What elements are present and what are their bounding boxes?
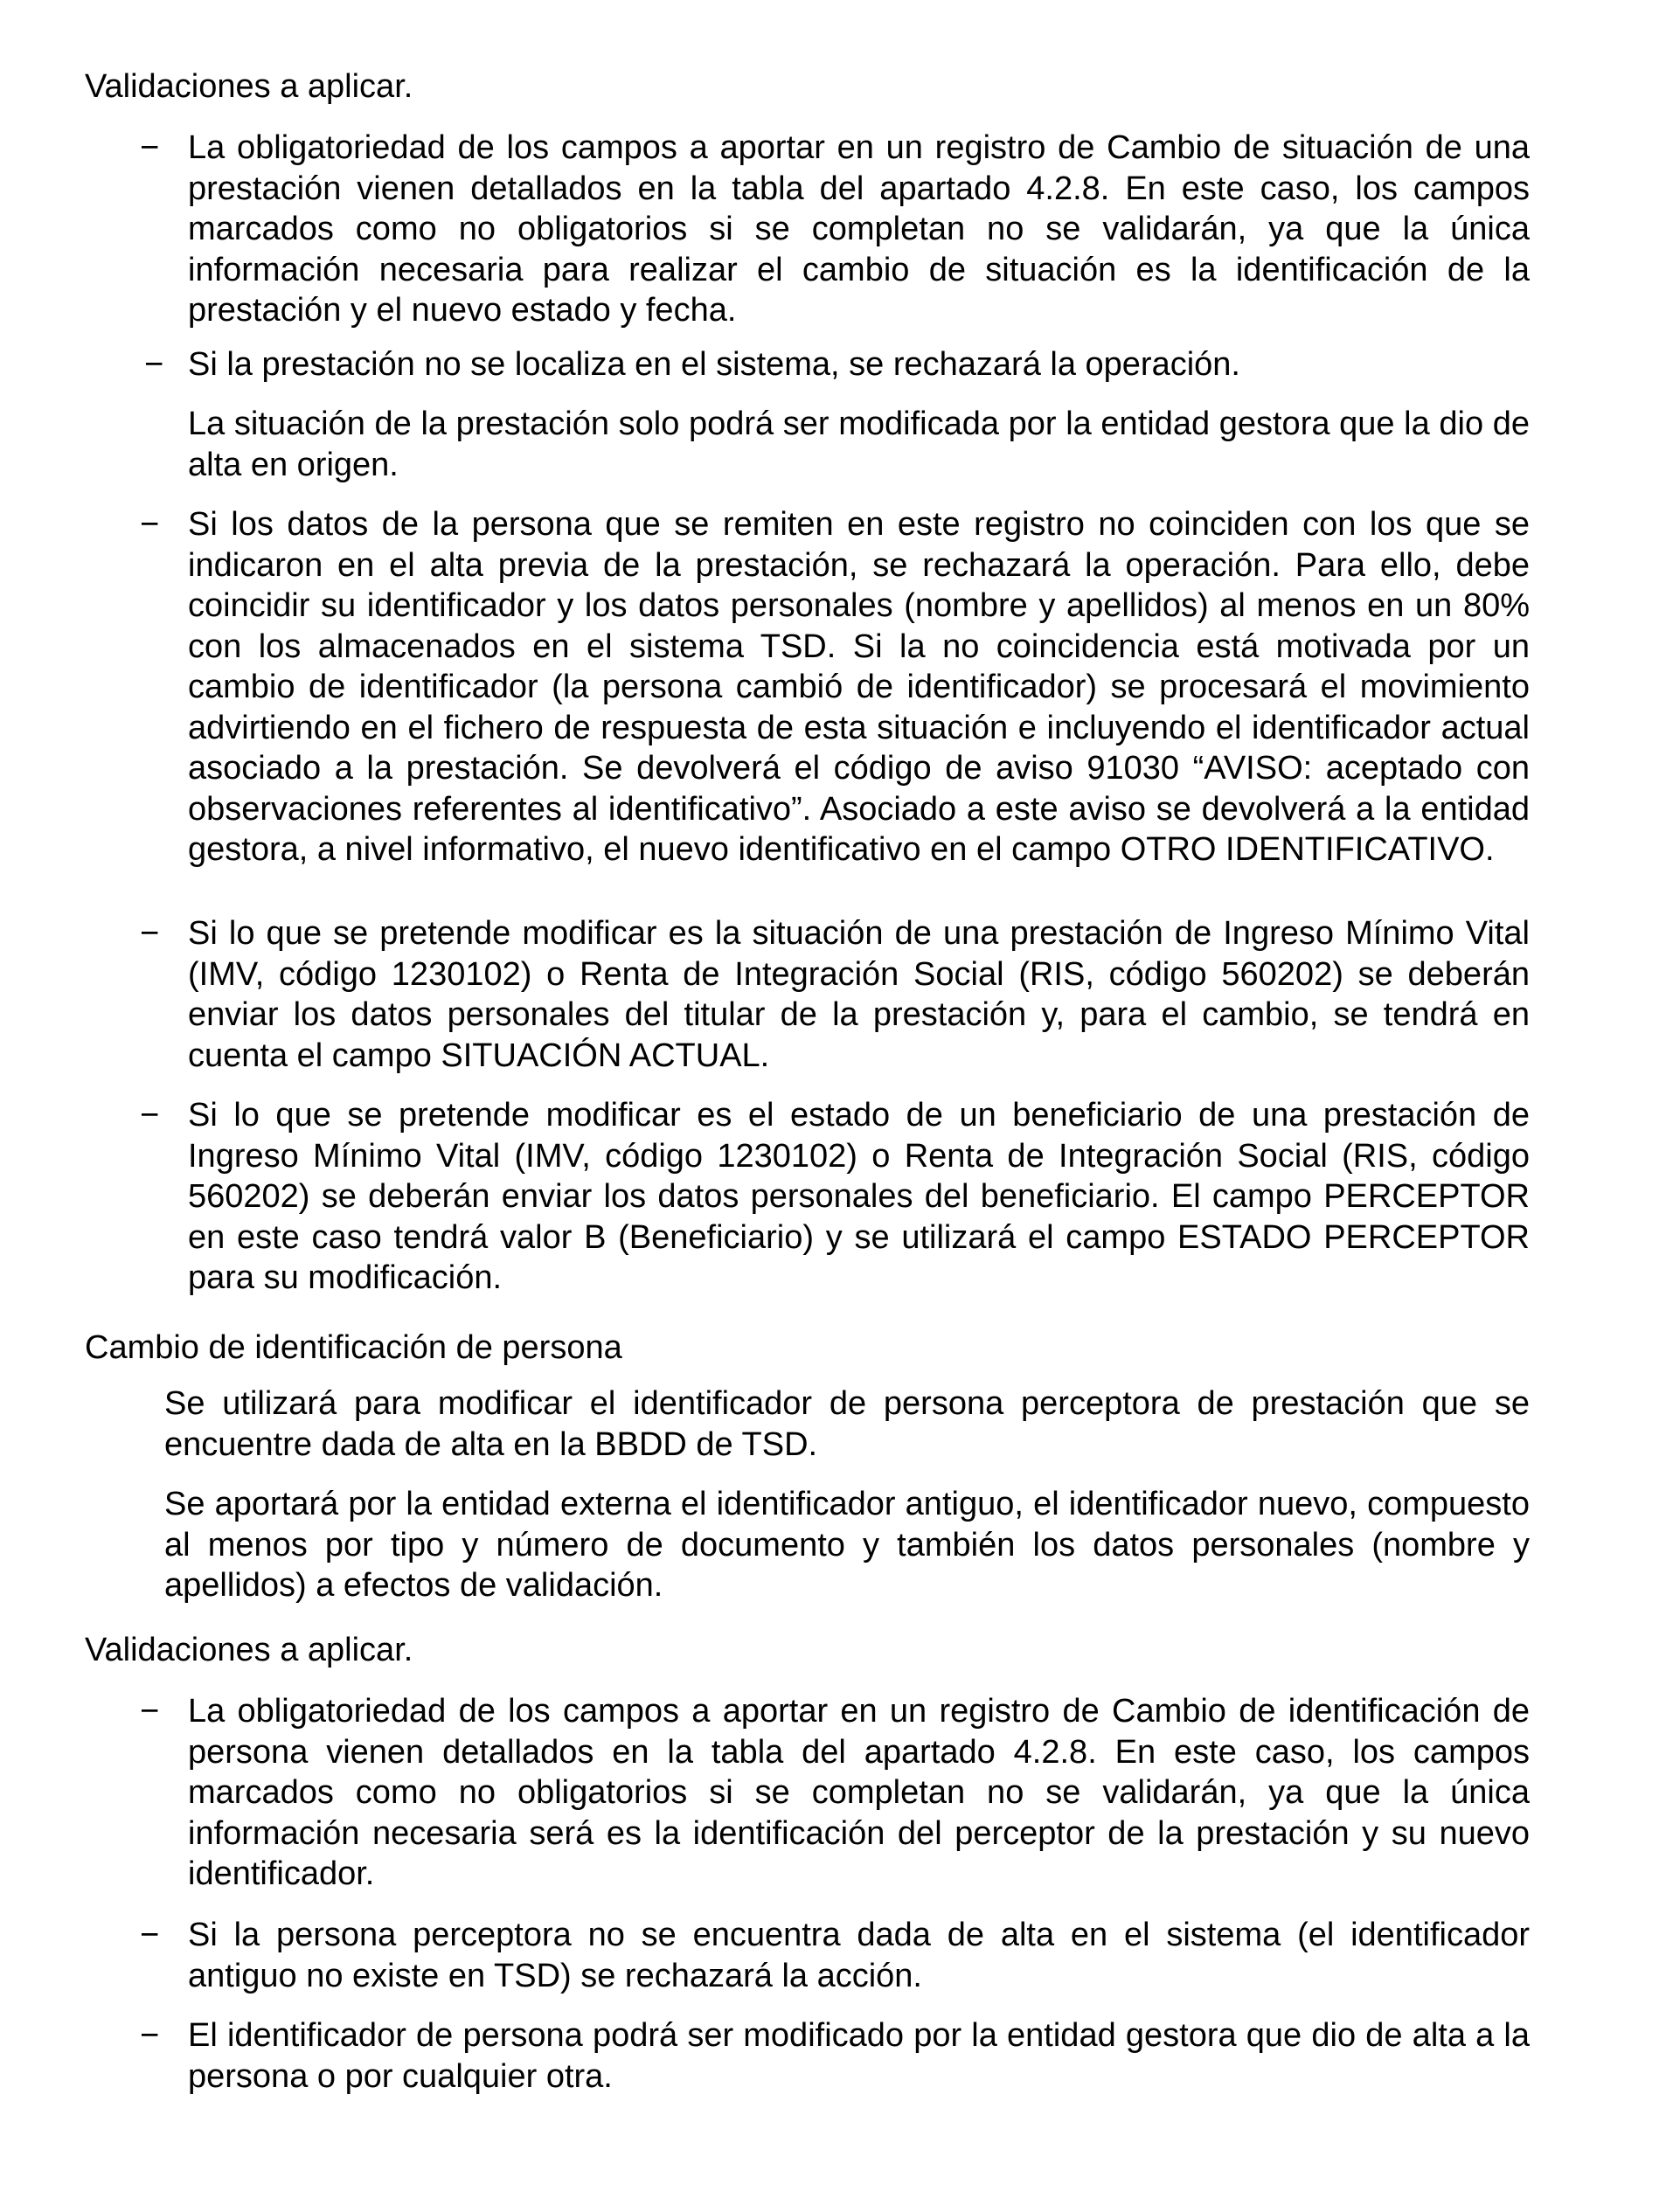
section-paragraph: Se utilizará para modificar el identificador de persona perceptora de prestación que se encuentre dada de alta en la BBDD de TSD. — [164, 1385, 1530, 1463]
list-item-text: El identificador de persona podrá ser modificado por la entidad gestora que dio de alta a la persona o por cualquier otra. — [188, 2017, 1530, 2095]
dash-bullet: − — [140, 129, 160, 166]
list-item-text: Si la prestación no se localiza en el sistema, se rechazará la operación. — [188, 346, 1240, 383]
list-item-text: La obligatoriedad de los campos a aportar en un registro de Cambio de situación de una prestación vienen detallados en la tabla del apartado 4.2.8. En este caso, los campos marcados como no obligatorios si se completan no se validarán, ya que la única información necesaria para realizar el cambio de situación es la identificación de la prestación y el nuevo estado y fecha. — [188, 129, 1530, 329]
section-heading-validaciones-2: Validaciones a aplicar. — [85, 1632, 413, 1668]
dash-bullet: − — [140, 1917, 160, 1953]
list-item-text: Si lo que se pretende modificar es la situación de una prestación de Ingreso Mínimo Vital (IMV, código 1230102) o Renta de Integración Social (RIS, código 560202) se deberán enviar los datos personales del titular de la prestación y, para el cambio, se tendrá en cuenta el campo SITUACIÓN ACTUAL. — [188, 915, 1530, 1074]
section-paragraph: Se aportará por la entidad externa el identificador antiguo, el identificador nuevo, compuesto al menos por tipo y número de documento y también los datos personales (nombre y apellidos) a efectos de validación. — [164, 1486, 1530, 1604]
list-item-text: La obligatoriedad de los campos a aportar en un registro de Cambio de identificación de persona vienen detallados en la tabla del apartado 4.2.8. En este caso, los campos marcados como no obligatorios si se completan no se validarán, ya que la única información necesaria será es la identificación del perceptor de la prestación y su nuevo identificador. — [188, 1693, 1530, 1892]
dash-bullet: − — [140, 1693, 160, 1730]
note-paragraph: La situación de la prestación solo podrá ser modificada por la entidad gestora que la dio de alta en origen. — [188, 406, 1530, 483]
section-heading-validaciones-1: Validaciones a aplicar. — [85, 68, 413, 105]
dash-bullet: − — [144, 346, 164, 383]
dash-bullet: − — [140, 1097, 160, 1134]
list-item-text: Si los datos de la persona que se remiten en este registro no coinciden con los que se indicaron en el alta previa de la prestación, se rechazará la operación. Para ello, debe coincidir su identificador y los datos personales (nombre y apellidos) al menos en un 80% con los almacenados en el sistema TSD. Si la no coincidencia está motivada por un cambio de identificador (la persona cambió de identificador) se procesará el movimiento advirtiendo en el fichero de respuesta de esta situación e incluyendo el identificador actual asociado a la prestación. Se devolverá el código de aviso 91030 “AVISO: aceptado con observaciones referentes al identificativo”. Asociado a este aviso se devolverá a la entidad gestora, a nivel informativo, el nuevo identificativo en el campo OTRO IDENTIFICATIVO. — [188, 506, 1530, 868]
list-item-text: Si la persona perceptora no se encuentra dada de alta en el sistema (el identificador antiguo no existe en TSD) se rechazará la acción. — [188, 1917, 1530, 1994]
list-item-text: Si lo que se pretende modificar es el estado de un beneficiario de una prestación de Ingreso Mínimo Vital (IMV, código 1230102) o Renta de Integración Social (RIS, código 560202) se deberán enviar los datos personales del beneficiario. El campo PERCEPTOR en este caso tendrá valor B (Beneficiario) y se utilizará el campo ESTADO PERCEPTOR para su modificación. — [188, 1097, 1530, 1296]
dash-bullet: − — [140, 506, 160, 543]
section-heading-cambio-identificacion: Cambio de identificación de persona — [85, 1329, 622, 1366]
dash-bullet: − — [140, 915, 160, 952]
dash-bullet: − — [140, 2017, 160, 2054]
